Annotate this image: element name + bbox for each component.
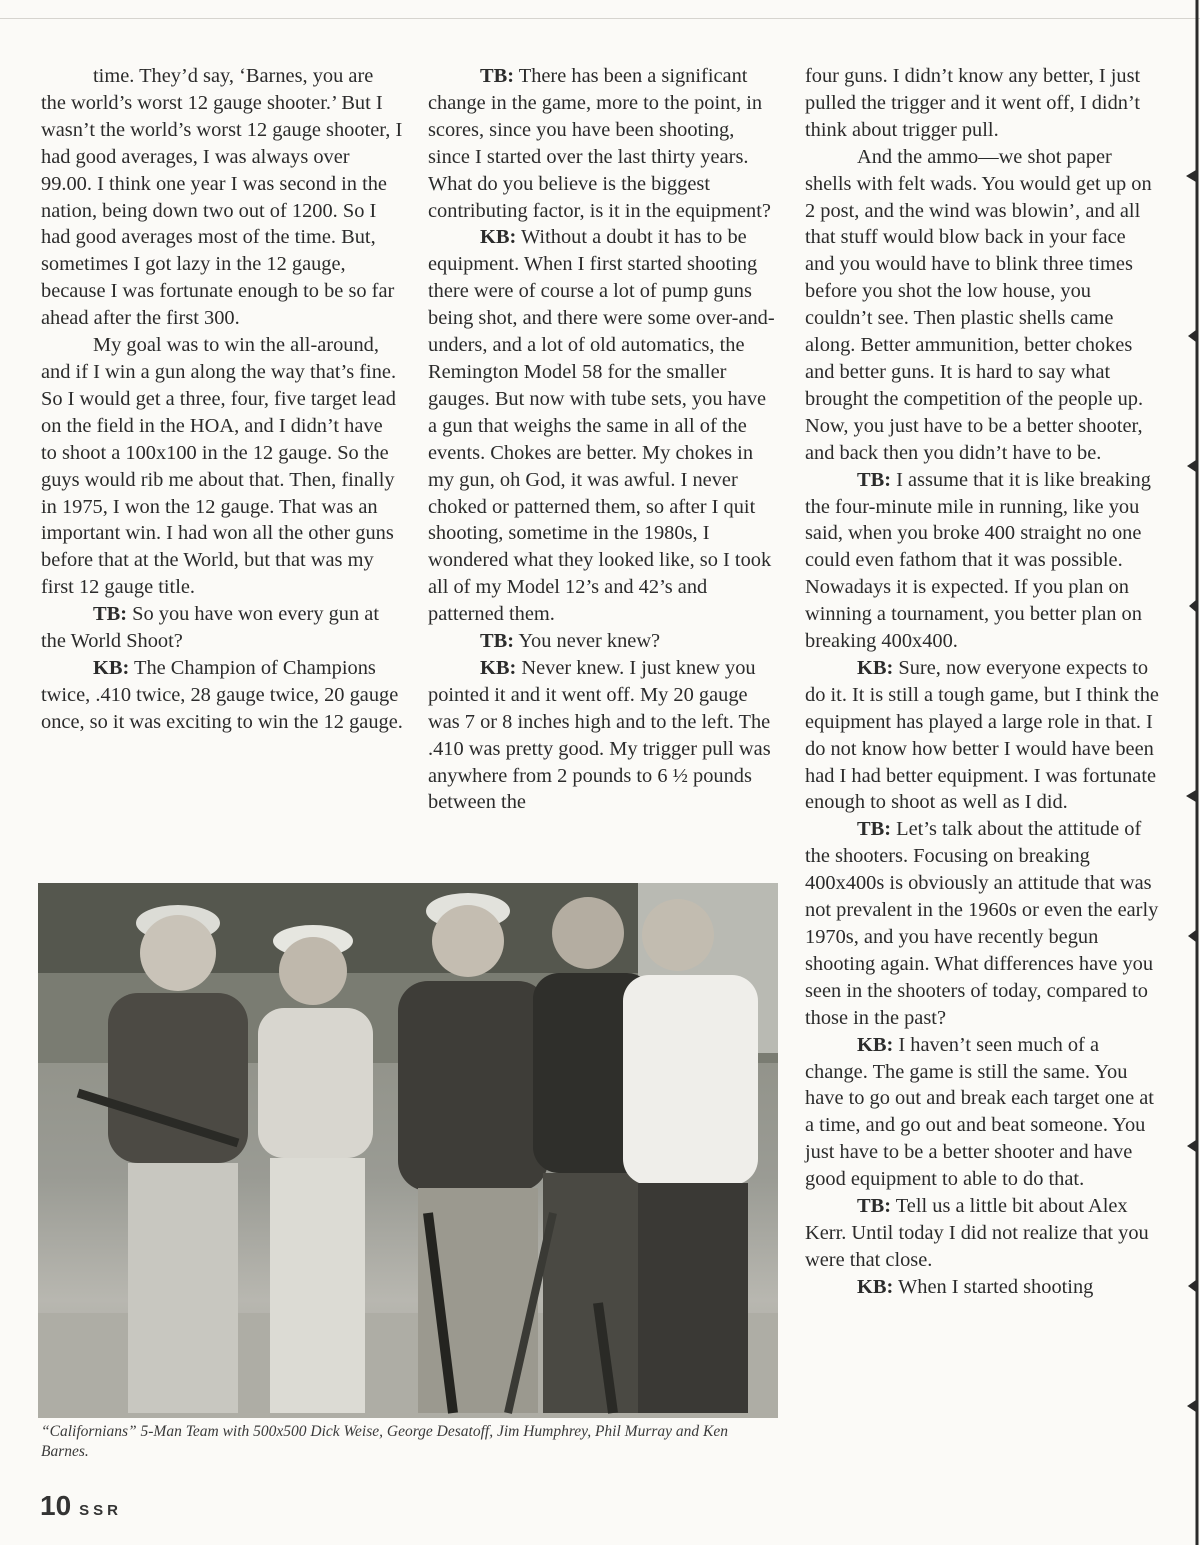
speaker-label: KB: [480, 656, 517, 679]
speaker-label: TB: [857, 468, 891, 491]
team-photo-illustration [38, 883, 778, 1418]
article-paragraph [805, 816, 1160, 1031]
publication-label: SSR [79, 1502, 122, 1519]
paragraph-text: I assume that it is like breaking the four-minute mile in running, like you said, when you broke 400 straight no one could even fathom that it was possible. Nowadays it is expected. If you plan on winning a tournament, you better plan on breaking 400x400. [805, 468, 1151, 653]
paragraph-text: My goal was to win the all-around, and if I win a gun along the way that’s fine. So I would get a three, four, five target lead on the field in the HOA, and I didn’t have to shoot a 100x100 in the 12 gauge. So the guys would rib me about that. Then, finally in 1975, I won the 12 gauge. That was an important win. I had won all the other guns before that at the World, but that was my first 12 gauge title. [41, 334, 397, 599]
article-paragraph [41, 63, 403, 332]
text-column-2 [428, 63, 780, 816]
paragraph-text: And the ammo—we shot paper shells with felt wads. You would get up on 2 post, and the wind was blowin’, and all that stuff would blow back in your face and you would have to blink three times before you shot the low house, you couldn’t see. Then plastic shells came along. Better ammunition, better chokes and better guns. It is hard to say what brought the competition of the people up. Now, you just have to be a better shooter, and back then you didn’t have to be. [805, 145, 1152, 464]
paragraph-text: Let’s talk about the attitude of the shooters. Focusing on breaking 400x400s is obviously an attitude that was not prevalent in the 1960s or even the early 1970s, and you have recently begun shooting again. What differences have you seen in the shooters of today, compared to those in the past? [805, 818, 1159, 1029]
speaker-label: TB: [857, 1195, 891, 1218]
paragraph-text: The Champion of Champions twice, .410 twice, 28 gauge twice, 20 gauge once, so it was exciting to win the 12 gauge. [41, 656, 403, 733]
speaker-label: KB: [857, 1033, 894, 1056]
speaker-label: TB: [480, 65, 514, 87]
speaker-label: TB: [480, 630, 514, 653]
paragraph-text: When I started shooting [898, 1275, 1094, 1298]
article-paragraph [805, 144, 1160, 467]
speaker-label: KB: [857, 656, 894, 679]
paragraph-text: Never knew. I just knew you pointed it and it went off. My 20 gauge was 7 or 8 inches high and to the left. The .410 was pretty good. My trigger pull was anywhere from 2 pounds to 6 ½ pounds between the [428, 656, 771, 814]
paragraph-text: I haven’t seen much of a change. The game is still the same. You have to go out and break each target one at a time, and go out and beat someone. You just have to be a better shooter and have good equipment to able to do that. [805, 1033, 1154, 1191]
article-paragraph [428, 224, 780, 628]
article-paragraph [805, 1193, 1160, 1274]
article-paragraph [428, 655, 780, 816]
article-paragraph [428, 63, 780, 224]
speaker-label: TB: [857, 818, 891, 841]
article-paragraph [805, 467, 1160, 655]
paragraph-text: Without a doubt it has to be equipment. When I first started shooting there were of course a lot of pump guns being shot, and there were some over-and-unders, and a lot of old automatics, the Remington Model 58 for the smaller gauges. But now with tube sets, you have a gun that weighs the same in all of the events. Chokes are better. My chokes in my gun, oh God, it was awful. I never choked or patterned them, so after I quit shooting, sometime in the 1980s, I wondered what they looked like, so I took all of my Model 12’s and 42’s and patterned them. [428, 226, 775, 626]
paragraph-text: Tell us a little bit about Alex Kerr. Until today I did not realize that you were that close. [805, 1195, 1149, 1271]
speaker-label: KB: [93, 656, 130, 679]
article-paragraph [41, 655, 403, 736]
page-number: 10 [40, 1490, 72, 1521]
binding-edge-marks [1178, 0, 1200, 1545]
paragraph-text: There has been a significant change in the game, more to the point, in scores, since you have been shooting, since I started over the last thirty years. What do you believe is the biggest contributing factor, is it in the equipment? [428, 65, 771, 222]
article-paragraph [41, 601, 403, 655]
paragraph-text: You never knew? [518, 630, 661, 653]
paragraph-text: So you have won every gun at the World Shoot? [41, 603, 380, 653]
article-paragraph [428, 628, 780, 655]
team-photo [38, 883, 778, 1418]
speaker-label: KB: [857, 1275, 894, 1298]
article-paragraph [41, 332, 403, 601]
person-5 [623, 899, 758, 1413]
article-paragraph [805, 1032, 1160, 1193]
speaker-label: KB: [480, 226, 517, 249]
top-rule [0, 18, 1200, 19]
text-column-1 [41, 63, 403, 736]
article-paragraph [805, 63, 1160, 144]
page-footer [40, 1490, 122, 1522]
photo-caption: “Californians” 5-Man Team with 500x500 Dick Weise, George Desatoff, Jim Humphrey, Phil Murray and Ken Barnes. [41, 1423, 728, 1460]
article-paragraph [805, 655, 1160, 816]
speaker-label: TB: [93, 603, 127, 626]
article-paragraph [805, 1274, 1160, 1301]
paragraph-text: four guns. I didn’t know any better, I just pulled the trigger and it went off, I didn’t think about trigger pull. [805, 65, 1141, 141]
text-column-3 [805, 63, 1160, 1301]
paragraph-text: time. They’d say, ‘Barnes, you are the world’s worst 12 gauge shooter.’ But I wasn’t the world’s worst 12 gauge shooter, I had good averages, I was always over 99.00. I think one year I was second in the nation, being down two out of 1200. So I had good averages most of the time. But, sometimes I got lazy in the 12 gauge, because I was fortunate enough to be so far ahead after the first 300. [41, 65, 403, 330]
paragraph-text: Sure, now everyone expects to do it. It is still a tough game, but I think the equipment has played a large role in that. I do not know how better I would have been had I had better equipment. I was fortunate enough to shoot as well as I did. [805, 656, 1159, 814]
